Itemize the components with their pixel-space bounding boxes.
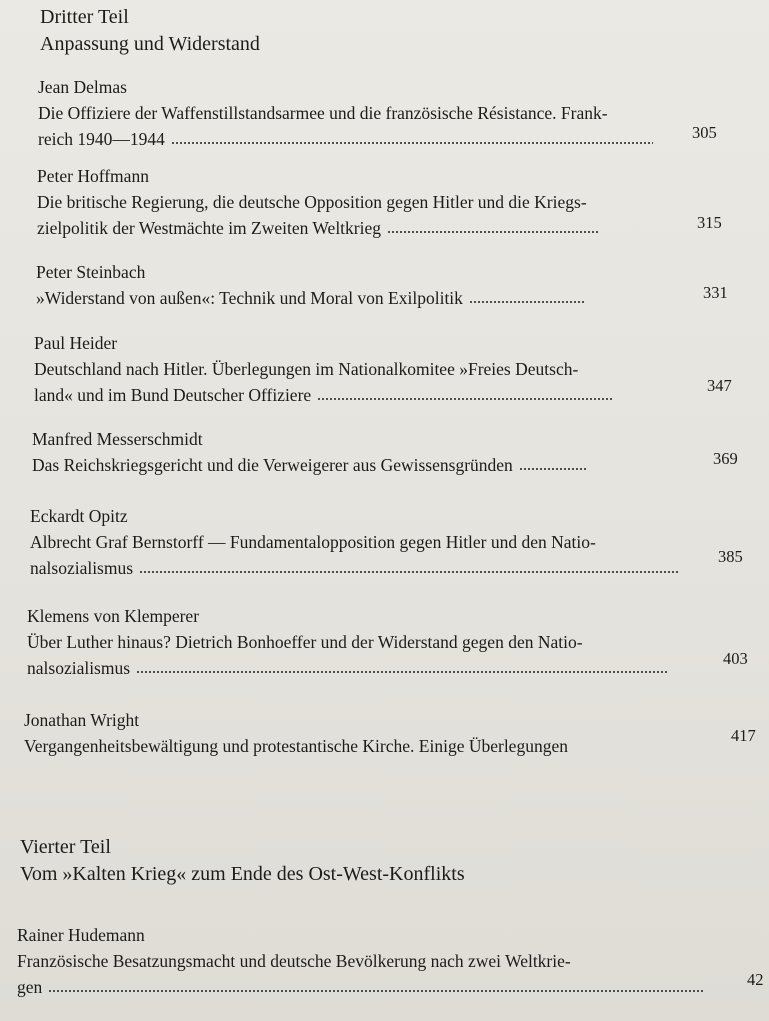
entry-author: Peter Steinbach: [36, 262, 146, 282]
entry-title-line: Die Offiziere der Waffenstillstandsarmee und die französische Résistance. Frank-: [38, 103, 608, 123]
entry-author: Jonathan Wright: [24, 710, 140, 730]
part-heading-dritter-teil: [40, 4, 260, 58]
part-label: Vierter Teil: [20, 836, 111, 858]
entry-title-line: »Widerstand von außen«: Technik und Moral von Exilpolitik: [36, 288, 463, 308]
leader-dots: [171, 141, 653, 145]
entry-title-line: Über Luther hinaus? Dietrich Bonhoeffer und der Widerstand gegen den Natio-: [27, 632, 583, 652]
entry-title-line: zielpolitik der Westmächte im Zweiten Weltkrieg: [37, 218, 382, 238]
leader-dots: [469, 300, 584, 304]
entry-title-line: Albrecht Graf Bernstorff — Fundamentalopposition gegen Hitler und den Natio-: [30, 532, 596, 552]
entry-title-line: gen: [17, 977, 43, 997]
entry-author: Peter Hoffmann: [37, 166, 149, 186]
entry-page-number: 417: [731, 726, 756, 745]
part-label: Dritter Teil: [40, 6, 129, 28]
toc-entry: [36, 259, 584, 311]
toc-entry: [30, 503, 679, 581]
leader-dots: [519, 467, 587, 471]
entry-title-line: Deutschland nach Hitler. Überlegungen im Nationalkomitee »Freies Deutsch-: [34, 359, 579, 379]
entry-title-line: Die britische Regierung, die deutsche Opposition gegen Hitler und die Kriegs-: [37, 192, 587, 212]
entry-page-number: 305: [692, 123, 717, 142]
part-title: Anpassung und Widerstand: [40, 33, 260, 55]
toc-entry: [17, 922, 703, 1000]
toc-entry: [38, 74, 653, 152]
toc-entry: [37, 163, 599, 241]
leader-dots: [317, 397, 612, 401]
entry-page-number: 315: [697, 213, 722, 232]
entry-title-line: Vergangenheitsbewältigung und protestantische Kirche. Einige Überlegungen: [24, 736, 568, 756]
entry-title-line: land« und im Bund Deutscher Offiziere: [34, 385, 312, 405]
toc-entry: [34, 330, 612, 408]
toc-entry: [32, 426, 587, 478]
entry-page-number: 331: [703, 283, 728, 302]
leader-dots: [48, 989, 703, 993]
entry-page-number: 42: [747, 970, 764, 989]
entry-author: Paul Heider: [34, 333, 118, 353]
part-heading-vierter-teil: [20, 834, 465, 888]
entry-page-number: 403: [723, 649, 748, 668]
entry-author: Eckardt Opitz: [30, 506, 128, 526]
leader-dots: [139, 570, 679, 574]
entry-title-line: Das Reichskriegsgericht und die Verweigerer aus Gewissensgründen: [32, 455, 513, 475]
entry-author: Jean Delmas: [38, 77, 127, 97]
toc-entry: [24, 707, 568, 759]
entry-title-line: Französische Besatzungsmacht und deutsche Bevölkerung nach zwei Weltkrie-: [17, 951, 571, 971]
entry-author: Klemens von Klemperer: [27, 606, 200, 626]
leader-dots: [387, 230, 599, 234]
entry-title-line: reich 1940—1944: [38, 129, 165, 149]
entry-title-line: nalsozialismus: [27, 658, 131, 678]
entry-page-number: 347: [707, 376, 732, 395]
leader-dots: [136, 670, 668, 674]
toc-entry: [27, 603, 668, 681]
entry-author: Rainer Hudemann: [17, 925, 145, 945]
entry-page-number: 369: [713, 449, 738, 468]
entry-title-line: nalsozialismus: [30, 558, 134, 578]
entry-page-number: 385: [718, 547, 743, 566]
entry-author: Manfred Messerschmidt: [32, 429, 203, 449]
part-title: Vom »Kalten Krieg« zum Ende des Ost-West-Konflikts: [20, 863, 465, 885]
